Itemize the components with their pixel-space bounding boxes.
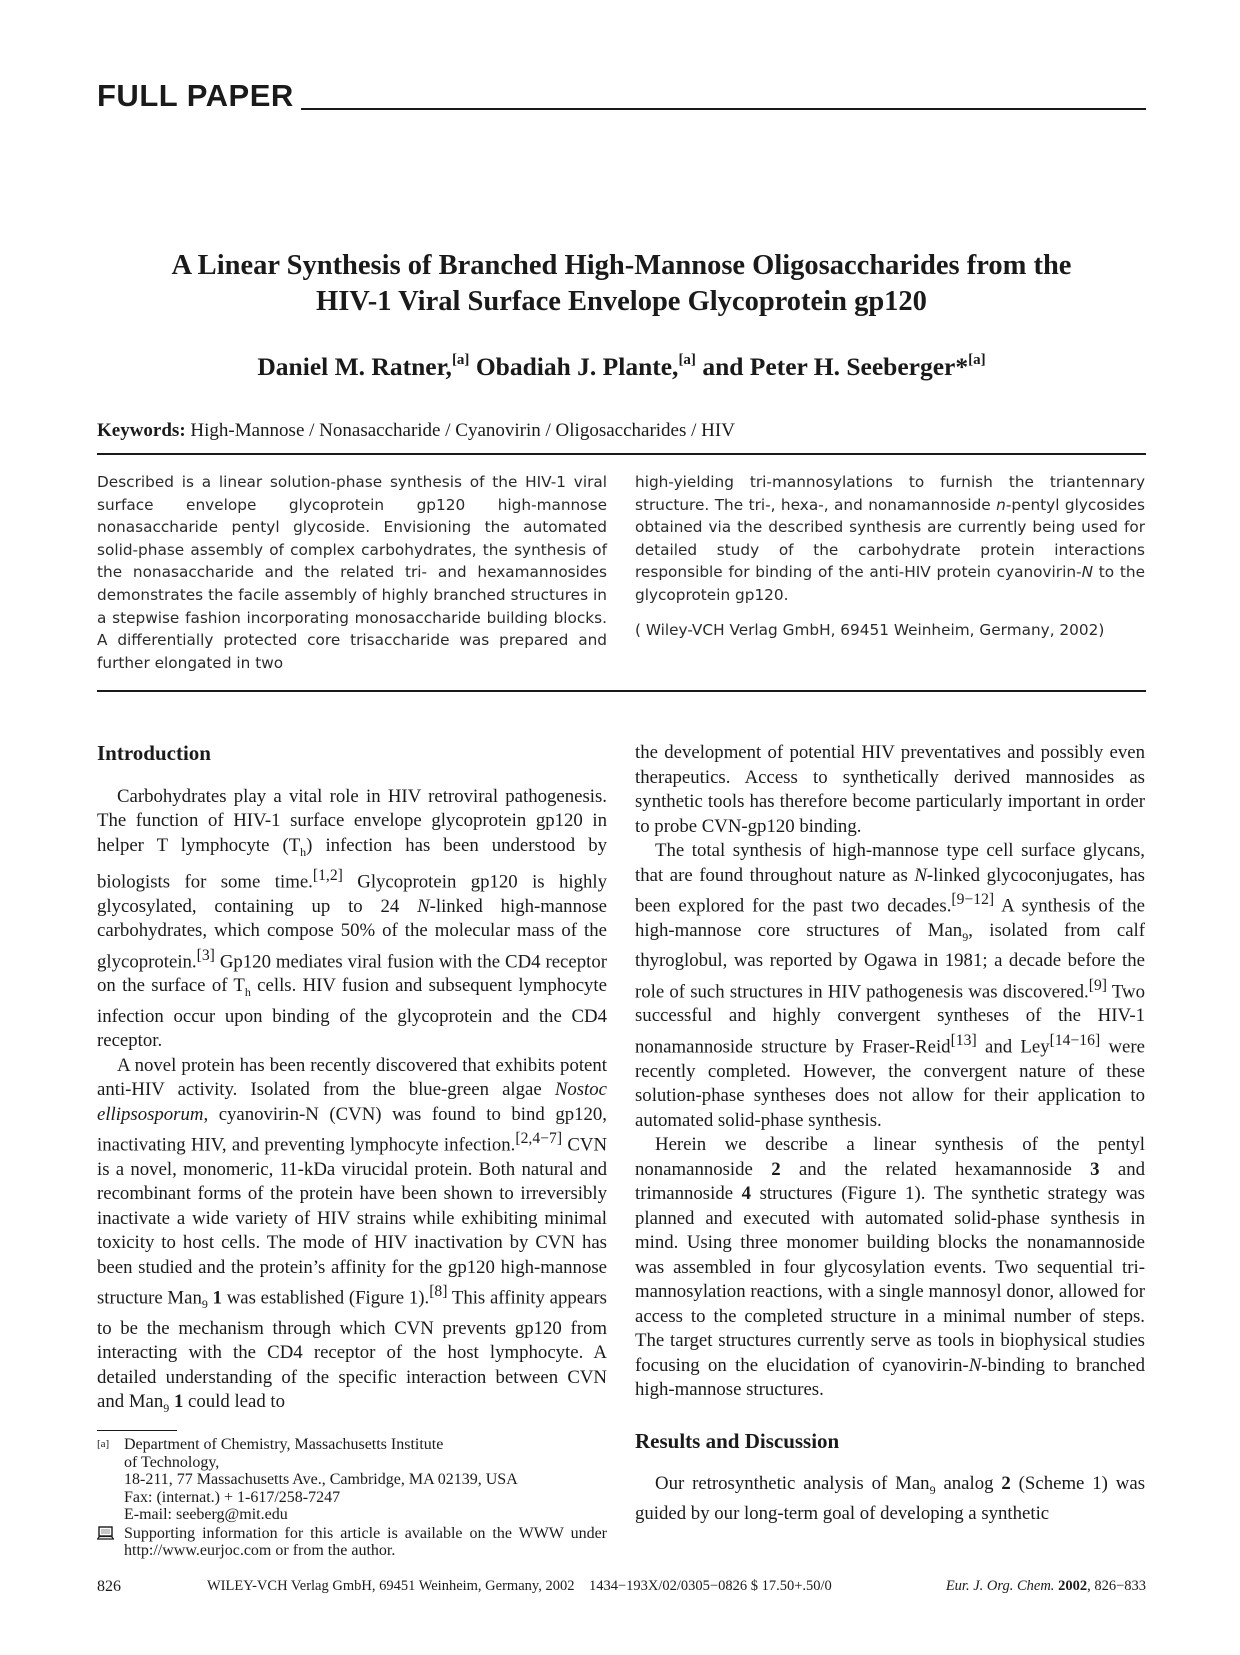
author-1: Daniel M. Ratner, bbox=[257, 352, 452, 381]
affiliation-mark: [a] bbox=[678, 352, 696, 368]
author-3: and Peter H. Seeberger* bbox=[702, 352, 969, 381]
paragraph: Carbohydrates play a vital role in HIV retroviral pathogenesis. The function of HIV-1 surface envelope glycoprotein gp120 in helper T lymphocyte $(T_h)$ infection has been understood by biologists for some time.[1,2] Glycoprotein gp120 is highly glycosylated, containing up to 24 N-linked high-mannose carbohydrates, which compose 50% of the molecular mass of the glycoprotein.[3] Gp120 mediates viral fusion with the CD4 receptor on the surface of $T_h$ cells. HIV fusion and subsequent lymphocyte infection occur upon binding of the glycoprotein and the CD4 receptor. bbox=[97, 785, 608, 1052]
author-list bbox=[97, 352, 1146, 382]
divider bbox=[97, 690, 1146, 692]
section-heading: Results and Discussion bbox=[635, 1428, 840, 1453]
keywords-label: Keywords: bbox=[97, 420, 186, 441]
right-column bbox=[635, 741, 1145, 1527]
footnote-rule bbox=[97, 1430, 177, 1431]
journal-citation: Eur. J. Org. Chem. 2002, 826−833 bbox=[945, 1578, 1146, 1594]
footnote bbox=[97, 1436, 607, 1560]
keywords bbox=[97, 420, 735, 442]
affiliation-mark: [a] bbox=[451, 352, 470, 368]
footnote-mark: [a] bbox=[97, 1438, 110, 1450]
author-2: Obadiah J. Plante, bbox=[475, 352, 679, 381]
page-header bbox=[97, 78, 1146, 114]
section-label: FULL PAPER bbox=[97, 78, 294, 113]
keywords-text: High-Mannose / Nonasaccharide / Cyanovirin / Oligosaccharides / HIV bbox=[190, 420, 735, 441]
page-number: 826 bbox=[97, 1578, 121, 1595]
abstract-text: Described is a linear solution-phase synthesis of the HIV-1 viral surface envelope glycoprotein gp120 high-mannose nonasaccharide pentyl glycoside. Envisioning the automated solid-phase assembly of complex carbohydrates, the synthesis of the nonasaccharide and the related tri- and hexamannosides demonstrates the facile assembly of highly branched structures in a stepwise fashion incorporating monosaccharide building blocks. A differentially protected core trisaccharide was prepared and further elongated in two bbox=[97, 473, 607, 672]
title-line-2: HIV-1 Viral Surface Envelope Glycoprotein gp120 bbox=[316, 286, 927, 317]
title-line-1: A Linear Synthesis of Branched High-Mannose Oligosaccharides from the bbox=[171, 250, 1072, 281]
publisher-line: WILEY-VCH Verlag GmbH, 69451 Weinheim, Germany, 2002 1434−193X/02/0305−0826 $ 17.50+.50/0 bbox=[207, 1578, 832, 1594]
header-rule bbox=[301, 108, 1146, 110]
paragraph: The total synthesis of high-mannose type cell surface glycans, that are found throughout nature as N-linked glycoconjugates, has been explored for the past two decades.[9−12] A synthesis of the high-mannose core structures of Man$_9$, isolated from calf thyroglobul, was reported by Ogawa in 1981; a decade before the role of such structures in HIV pathogenesis was discovered.[9] Two successful and highly convergent syntheses of the HIV-1 nonamannoside structure by Fraser-Reid[13] and Ley[14−16] were recently completed. However, the convergent nature of these solution-phase syntheses does not allow for their application to automated solid-phase synthesis. bbox=[635, 840, 1146, 1131]
abstract-text: high-yielding tri-mannosylations to furnish the triantennary structure. The tri-, hexa-, and nonamannoside n-pentyl glycosides obtained via the described synthesis are currently being used for detailed study of the carbohydrate protein interactions responsible for binding of the anti-HIV protein cyanovirin-N to the glycoprotein gp120. bbox=[635, 473, 1145, 604]
paragraph: Our retrosynthetic analysis of Man$_9$ analog 2 (Scheme 1) was guided by our long-term goal of developing a synthetic bbox=[635, 1473, 1146, 1525]
paragraph: the development of potential HIV preventatives and possibly even therapeutics. Access to synthetically derived mannosides as synthetic tools has therefore become particularly important in order to probe CVN-gp120 binding. bbox=[635, 742, 1145, 837]
affiliation-mark: [a] bbox=[968, 352, 986, 368]
paragraph: A novel protein has been recently discovered that exhibits potent anti-HIV activity. Isolated from the blue-green algae Nostoc ellipsosporum, cyanovirin-N (CVN) was found to bind gp120, inactivating HIV, and preventing lymphocyte infection.[2,4−7] CVN is a novel, monomeric, 11-kDa virucidal protein. Both natural and recombinant forms of the protein have been shown to irreversibly inactivate a wide variety of HIV strains while exhibiting minimal toxicity to host cells. The mode of HIV inactivation by CVN has been studied and the protein’s affinity for the gp120 high-mannose structure Man$_9$ 1 was established (Figure 1).[8] This affinity appears to be the mechanism through which CVN prevents gp120 from interacting with the CD4 receptor of the host lymphocyte. A detailed understanding of the specific interaction between CVN and Man$_9$ 1 could lead to bbox=[97, 1054, 608, 1416]
divider bbox=[97, 453, 1146, 455]
computer-icon bbox=[97, 1526, 114, 1540]
supporting-info-note: Supporting information for this article is available on the WWW under http://www.eurjoc.com or from the author. bbox=[97, 1525, 607, 1560]
article-title bbox=[97, 248, 1146, 320]
copyright: ( Wiley-VCH Verlag GmbH, 69451 Weinheim, Germany, 2002) bbox=[635, 620, 1105, 639]
section-heading: Introduction bbox=[97, 741, 211, 765]
affiliation-note: [a] Department of Chemistry, Massachusetts Institute of Technology, 18-211, 77 Massachusetts Ave., Cambridge, MA 02139, USA Fax: (internat.) + 1-617/258-7247 E-mail: seeberg@mit.edu bbox=[97, 1436, 518, 1523]
abstract-left bbox=[97, 471, 607, 674]
paragraph: Herein we describe a linear synthesis of the pentyl nonamannoside 2 and the related hexamannoside 3 and trimannoside 4 structures (Figure 1). The synthetic strategy was planned and executed with automated solid-phase synthesis in mind. Using three monomer building blocks the nonamannoside was assembled in four glycosylation events. Two sequential tri-mannosylation reactions, with a single mannosyl donor, allowed for access to the completed structure in a minimal number of steps. The target structures currently serve as tools in biophysical studies focusing on the elucidation of cyanovirin-N-binding to branched high-mannose structures. bbox=[635, 1134, 1146, 1401]
left-column bbox=[97, 741, 607, 1421]
abstract-right bbox=[635, 471, 1145, 641]
